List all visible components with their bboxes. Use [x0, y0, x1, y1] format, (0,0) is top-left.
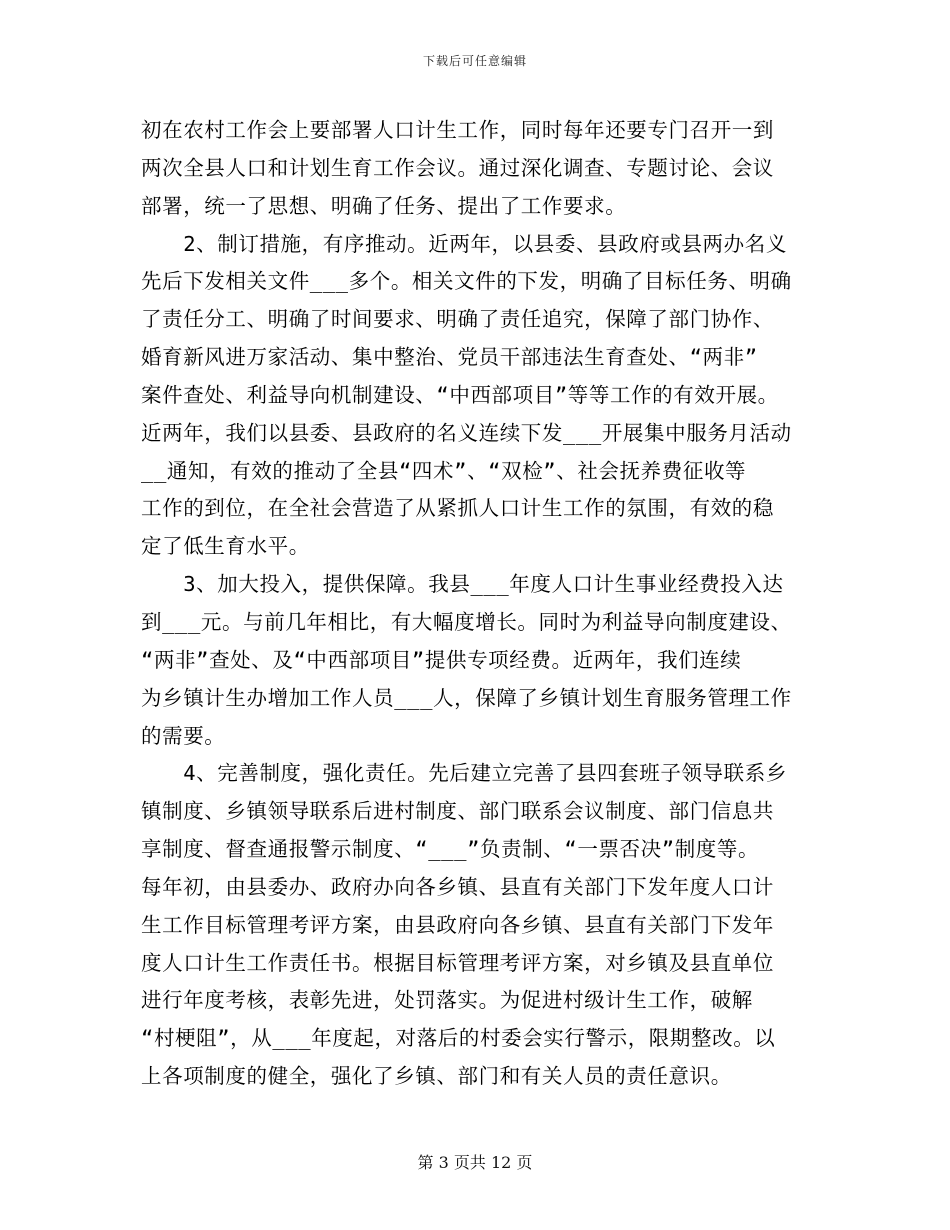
text-line: 每年初，由县委办、政府办向各乡镇、县直有关部门下发年度人口计	[141, 874, 774, 899]
text-line: 案件查处、利益导向机制建设、“中西部项目”等等工作的有效开展。	[141, 382, 779, 407]
header-note: 下载后可任意编辑	[422, 54, 527, 68]
text-line: __通知，有效的推动了全县“四术”、“双检”、社会抚养费征收等	[141, 458, 747, 483]
text-line: 为乡镇计生办增加工作人员___人，保障了乡镇计划生育服务管理工作	[141, 685, 792, 710]
text-line: 两次全县人口和计划生育工作会议。通过深化调查、专题讨论、会议	[141, 155, 774, 180]
text-line: “两非”查处、及“中西部项目”提供专项经费。近两年，我们连续	[141, 647, 742, 672]
paragraph-3-start: 3、加大投入，提供保障。我县___年度人口计生事业经费投入达	[141, 572, 784, 597]
text-line: 的需要。	[141, 723, 226, 748]
text-line: “村梗阻”，从___年度起，对落后的村委会实行警示，限期整改。以	[141, 1026, 776, 1051]
text-line: 先后下发相关文件___多个。相关文件的下发，明确了目标任务、明确	[141, 269, 792, 294]
text-line: 享制度、督查通报警示制度、“___”负责制、“一票否决”制度等。	[141, 837, 760, 862]
text-line: 进行年度考核，表彰先进，处罚落实。为促进村级计生工作，破解	[141, 988, 753, 1013]
text-line: 了责任分工、明确了时间要求、明确了责任追究，保障了部门协作、	[141, 307, 774, 332]
text-line: 婚育新风进万家活动、集中整治、党员干部违法生育查处、“两非”	[141, 345, 758, 370]
text-line: 工作的到位，在全社会营造了从紧抓人口计生工作的氛围，有效的稳	[141, 496, 774, 521]
text-line: 到___元。与前几年相比，有大幅度增长。同时为利益导向制度建设、	[141, 609, 792, 634]
text-line: 上各项制度的健全，强化了乡镇、部门和有关人员的责任意识。	[141, 1064, 732, 1089]
text-line: 定了低生育水平。	[141, 534, 310, 559]
text-line: 镇制度、乡镇领导联系后进村制度、部门联系会议制度、部门信息共	[141, 799, 774, 824]
text-line: 生工作目标管理考评方案，由县政府向各乡镇、县直有关部门下发年	[141, 912, 774, 937]
paragraph-2-start: 2、制订措施，有序推动。近两年，以县委、县政府或县两办名义	[141, 231, 787, 256]
text-line: 初在农村工作会上要部署人口计生工作，同时每年还要专门召开一到	[141, 118, 774, 142]
paragraph-4-start: 4、完善制度，强化责任。先后建立完善了县四套班子领导联系乡	[141, 761, 787, 786]
text-line: 近两年，我们以县委、县政府的名义连续下发___开展集中服务月活动	[141, 420, 792, 445]
text-line: 度人口计生工作责任书。根据目标管理考评方案，对乡镇及县直单位	[141, 950, 774, 975]
text-line: 部署，统一了思想、明确了任务、提出了工作要求。	[141, 193, 627, 218]
document-body	[141, 112, 811, 1096]
page-number: 第 3 页共 12 页	[417, 1153, 533, 1172]
